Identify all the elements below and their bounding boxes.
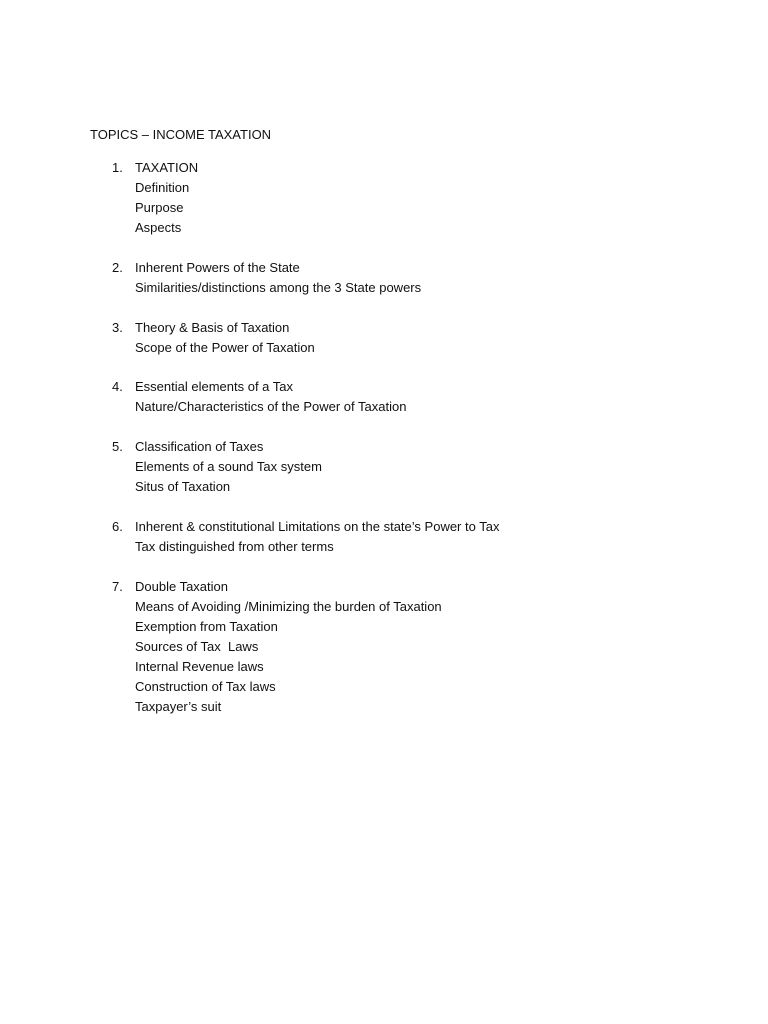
topic-subline: Construction of Tax laws xyxy=(135,678,276,694)
topic-subline: Elements of a sound Tax system xyxy=(135,459,322,475)
topic-heading: Essential elements of a Tax xyxy=(135,379,294,395)
topic-subline: Sources of Tax Laws xyxy=(135,638,259,654)
topic-heading: Theory & Basis of Taxation xyxy=(135,319,290,335)
topic-subline: Taxpayer’s suit xyxy=(135,698,222,714)
topic-item-6 xyxy=(0,517,768,557)
topic-subline: Internal Revenue laws xyxy=(135,658,264,674)
topic-subline: Purpose xyxy=(135,200,184,215)
topic-subline: Scope of the Power of Taxation xyxy=(135,339,315,355)
topic-heading: Inherent & constitutional Limitations on the state’s Power to Tax xyxy=(135,518,500,534)
topic-item-1 xyxy=(0,158,768,238)
topic-heading: Inherent Powers of the State xyxy=(135,259,300,275)
document-title: TOPICS – INCOME TAXATION xyxy=(90,127,272,142)
topic-number: 7. xyxy=(112,578,123,594)
topic-subline: Definition xyxy=(135,180,190,195)
topic-item-7 xyxy=(0,577,768,717)
topic-item-4 xyxy=(0,377,768,417)
topic-heading: Classification of Taxes xyxy=(135,439,264,455)
topic-subline: Exemption from Taxation xyxy=(135,618,278,634)
topic-item-5 xyxy=(0,437,768,497)
topic-number: 3. xyxy=(112,319,123,335)
topic-number: 6. xyxy=(112,518,123,534)
topic-lines xyxy=(135,377,768,417)
topic-lines xyxy=(135,437,768,497)
topic-lines xyxy=(135,258,768,298)
topic-subline: Means of Avoiding /Minimizing the burden of Taxation xyxy=(135,598,442,614)
topic-item-3 xyxy=(0,318,768,358)
topic-number: 4. xyxy=(112,379,123,395)
topic-subline: Tax distinguished from other terms xyxy=(135,538,334,554)
topic-number: 1. xyxy=(112,160,123,175)
topic-lines xyxy=(135,158,768,238)
topic-lines xyxy=(135,517,768,557)
topic-item-2 xyxy=(0,258,768,298)
topic-list xyxy=(0,158,768,737)
topic-heading: Double Taxation xyxy=(135,578,228,594)
topic-heading: TAXATION xyxy=(135,160,199,175)
topic-subline: Similarities/distinctions among the 3 State powers xyxy=(135,279,422,295)
topic-number: 5. xyxy=(112,439,123,455)
topic-subline: Nature/Characteristics of the Power of Taxation xyxy=(135,399,407,415)
topic-subline: Aspects xyxy=(135,220,182,235)
topic-number: 2. xyxy=(112,259,123,275)
topic-lines xyxy=(135,577,768,717)
topic-subline: Situs of Taxation xyxy=(135,479,231,495)
topic-lines xyxy=(135,318,768,358)
